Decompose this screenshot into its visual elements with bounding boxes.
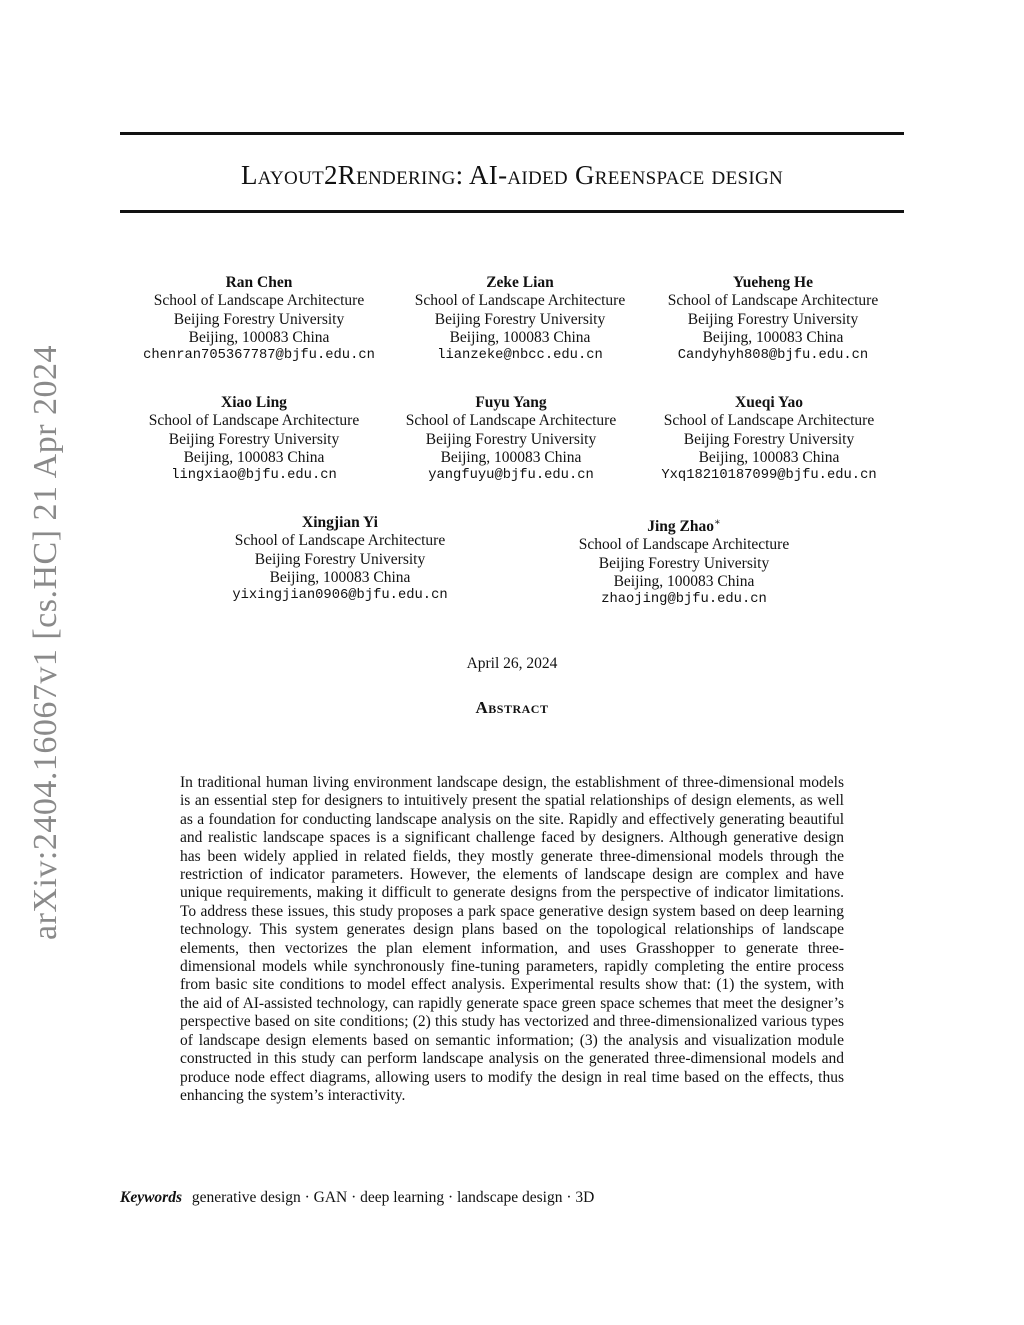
author-university: Beijing Forestry University	[425, 430, 597, 448]
author-affiliation: School of Landscape Architecture	[667, 292, 879, 310]
publication-date: April 26, 2024	[466, 655, 558, 672]
author-name: Zeke Lian	[486, 274, 554, 291]
author-name: Yueheng He	[733, 274, 813, 291]
author-email: lingxiao@bjfu.edu.cn	[171, 468, 337, 484]
author-email: yangfuyu@bjfu.edu.cn	[428, 468, 594, 484]
author-affiliation: School of Landscape Architecture	[148, 412, 360, 430]
author-email: Yxq18210187099@bjfu.edu.cn	[661, 468, 877, 484]
author-email: Candyhyh808@bjfu.edu.cn	[677, 348, 869, 364]
author-affiliation: School of Landscape Architecture	[578, 536, 790, 554]
author-address: Beijing, 100083 China	[269, 568, 411, 586]
author-university: Beijing Forestry University	[687, 310, 859, 328]
author-affiliation: School of Landscape Architecture	[153, 292, 365, 310]
keywords-label: Keywords	[120, 1189, 182, 1206]
author-email: zhaojing@bjfu.edu.cn	[601, 592, 767, 608]
keywords-list: generative design · GAN · deep learning · landscape design · 3D	[191, 1189, 595, 1206]
author-affiliation: School of Landscape Architecture	[405, 412, 617, 430]
author-email: lianzeke@nbcc.edu.cn	[437, 348, 603, 364]
author-address: Beijing, 100083 China	[613, 573, 755, 591]
author-email: yixingjian0906@bjfu.edu.cn	[232, 588, 448, 604]
author-block	[406, 394, 616, 485]
arxiv-side-stamp: arXiv:2404.16067v1 [cs.HC] 21 Apr 2024	[27, 344, 64, 940]
author-university: Beijing Forestry University	[168, 430, 340, 448]
author-university: Beijing Forestry University	[434, 310, 606, 328]
author-university: Beijing Forestry University	[254, 550, 426, 568]
author-university: Beijing Forestry University	[683, 430, 855, 448]
author-block	[661, 394, 876, 485]
keywords-line	[120, 1189, 594, 1207]
author-affiliation: School of Landscape Architecture	[414, 292, 626, 310]
author-address: Beijing, 100083 China	[188, 328, 330, 346]
author-address: Beijing, 100083 China	[702, 328, 844, 346]
author-address: Beijing, 100083 China	[440, 448, 582, 466]
author-name: Xingjian Yi	[302, 514, 378, 531]
author-block	[149, 394, 359, 485]
author-affiliation: School of Landscape Architecture	[234, 532, 446, 550]
author-block	[668, 274, 878, 365]
paper-title-text: Layout2Rendering: AI-aided Greenspace design	[240, 160, 784, 190]
author-address: Beijing, 100083 China	[449, 328, 591, 346]
title-rule-bottom	[120, 210, 904, 213]
author-block	[415, 274, 625, 365]
author-name-text: Jing Zhao	[647, 518, 714, 536]
author-address: Beijing, 100083 China	[183, 448, 325, 466]
author-block	[232, 514, 447, 605]
paper-title	[120, 160, 904, 191]
corresponding-author-mark: ∗	[713, 517, 721, 528]
author-university: Beijing Forestry University	[598, 554, 770, 572]
author-block	[579, 514, 789, 610]
author-name: Ran Chen	[225, 274, 293, 291]
abstract-heading: Abstract	[475, 698, 549, 717]
author-address: Beijing, 100083 China	[698, 448, 840, 466]
author-university: Beijing Forestry University	[173, 310, 345, 328]
author-name: Fuyu Yang	[475, 394, 547, 411]
title-rule-top	[120, 132, 904, 135]
abstract-body: In traditional human living environment landscape design, the establishment of three-dimensional models is an essential step for designers to intuitively present the spatial relationships of design elements, as well as a foundation for conducting landscape analysis on the site. Rapidly and effectively generating beautiful and realistic landscape spaces is a significant challenge faced by designers. Although generative design has been widely applied in related fields, they mostly generate three-dimensional models through the restriction of indicator parameters. However, the elements of landscape design are complex and have unique requirements, making it difficult to generate designs from the perspective of indicator limitations. To address these issues, this study proposes a park space generative design system based on deep learning technology. This system generates design plans based on the topological relationships of landscape elements, then vectorizes the plan element information, and uses Grasshopper to generate three-dimensional models while synchronously fine-tuning parameters, rapidly completing the entire process from basic site conditions to model effect analysis. Experimental results show that: (1) the system, with the aid of AI-assisted technology, can rapidly generate space green space schemes that meet the designer’s perspective based on site conditions; (2) this study has vectorized and three-dimensionalized various types of landscape design elements based on semantic information; (3) the analysis and visualization module constructed in this study can perform landscape analysis on the generated three-dimensional models and produce node effect diagrams, allowing users to modify the design in real time based on the effects, thus enhancing the system’s interactivity.	[180, 774, 844, 1104]
author-name: Xueqi Yao	[735, 394, 803, 411]
author-name: Xiao Ling	[221, 394, 287, 411]
author-name	[579, 514, 789, 536]
author-email: chenran705367787@bjfu.edu.cn	[143, 348, 375, 364]
author-affiliation: School of Landscape Architecture	[663, 412, 875, 430]
author-block	[143, 274, 375, 365]
